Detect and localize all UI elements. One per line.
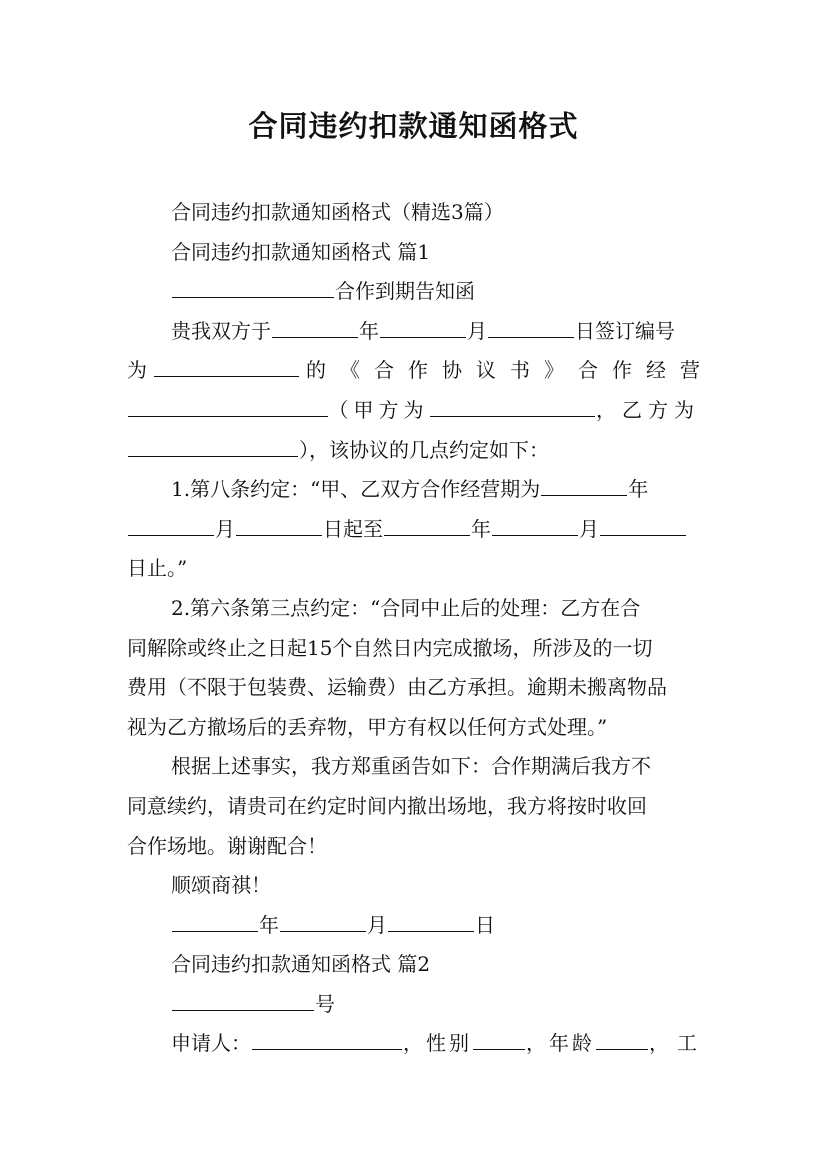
month-label: 月 (579, 516, 599, 541)
p1-text: 贵我双方于 (171, 318, 271, 343)
blank (272, 336, 358, 338)
para1-line2 (127, 351, 714, 391)
para1-line1 (127, 312, 700, 352)
blank (128, 455, 298, 457)
document-title: 合同违约扣款通知函格式 (248, 109, 579, 143)
blank (488, 336, 574, 338)
document-body (127, 193, 714, 1064)
para2-line1: 根据上述事实，我方郑重函告如下：合作期满后我方不 (171, 754, 651, 779)
work-label: ，工 (649, 1031, 705, 1056)
intro-line: 合同违约扣款通知函格式（精选3篇） (171, 200, 504, 224)
date-line (127, 906, 700, 946)
para1-line3 (127, 391, 700, 431)
blank (384, 534, 470, 536)
blank (128, 534, 214, 536)
day-label: 日 (475, 912, 495, 937)
p1-text: 为 (127, 358, 147, 383)
blank (600, 534, 686, 536)
blank (172, 930, 258, 932)
item1-line1 (127, 470, 700, 510)
p1-text: 的《合作协议书》合作经营 (306, 358, 714, 383)
month-label: 月 (367, 912, 387, 937)
blank (128, 415, 328, 417)
p1-text: （甲方为 (328, 397, 429, 422)
notice-title: 合作到期告知函 (335, 279, 475, 304)
item1-text: 日起至 (323, 516, 383, 541)
applicant-line (127, 1024, 705, 1064)
month-label: 月 (215, 516, 235, 541)
item2-line2: 同解除或终止之日起15个自然日内完成撤场，所涉及的一切 (127, 635, 653, 660)
blank (172, 1009, 314, 1011)
item1-line2 (127, 510, 700, 550)
para2-line3: 合作场地。谢谢配合！ (127, 833, 327, 858)
section2-heading: 合同违约扣款通知函格式 篇2 (171, 952, 431, 977)
year-label: 年 (359, 318, 379, 343)
blank (236, 534, 322, 536)
p1-text: ，乙方为 (596, 397, 700, 422)
blank (172, 296, 334, 298)
notice-title-line (127, 272, 700, 312)
blank (430, 415, 595, 417)
age-label: ，年龄 (526, 1031, 595, 1056)
gender-label: ，性别 (403, 1031, 472, 1056)
item1-line3: 日止。” (127, 556, 188, 581)
month-label: 月 (467, 318, 487, 343)
closing-line: 顺颂商祺！ (171, 873, 271, 898)
number-suffix: 号 (315, 991, 335, 1016)
blank (596, 1048, 648, 1050)
year-label: 年 (259, 912, 279, 937)
year-label: 年 (628, 477, 649, 502)
item1-text: 1.第八条约定：“甲、乙双方合作经营期为 (171, 477, 541, 502)
item2-line4: 视为乙方撤场后的丢弃物，甲方有权以任何方式处理。” (127, 714, 608, 739)
year-label: 年 (471, 516, 491, 541)
blank (388, 930, 474, 932)
applicant-label: 申请人： (171, 1031, 251, 1056)
blank (541, 494, 627, 496)
blank (473, 1048, 525, 1050)
p1-text: ），该协议的几点约定如下： (299, 437, 549, 462)
number-line (127, 985, 700, 1025)
para2-line2: 同意续约，请贵司在约定时间内撤出场地，我方将按时收回 (127, 793, 647, 818)
blank (380, 336, 466, 338)
item2-line3: 费用（不限于包装费、运输费）由乙方承担。逾期未搬离物品 (127, 675, 667, 700)
blank (280, 930, 366, 932)
section1-heading: 合同违约扣款通知函格式 篇1 (171, 239, 431, 264)
blank (154, 375, 299, 377)
blank (492, 534, 578, 536)
p1-text: 日签订编号 (575, 318, 675, 343)
item2-line1: 2.第六条第三点约定：“合同中止后的处理：乙方在合 (171, 595, 641, 620)
para1-line4 (127, 431, 700, 471)
blank (252, 1048, 402, 1050)
